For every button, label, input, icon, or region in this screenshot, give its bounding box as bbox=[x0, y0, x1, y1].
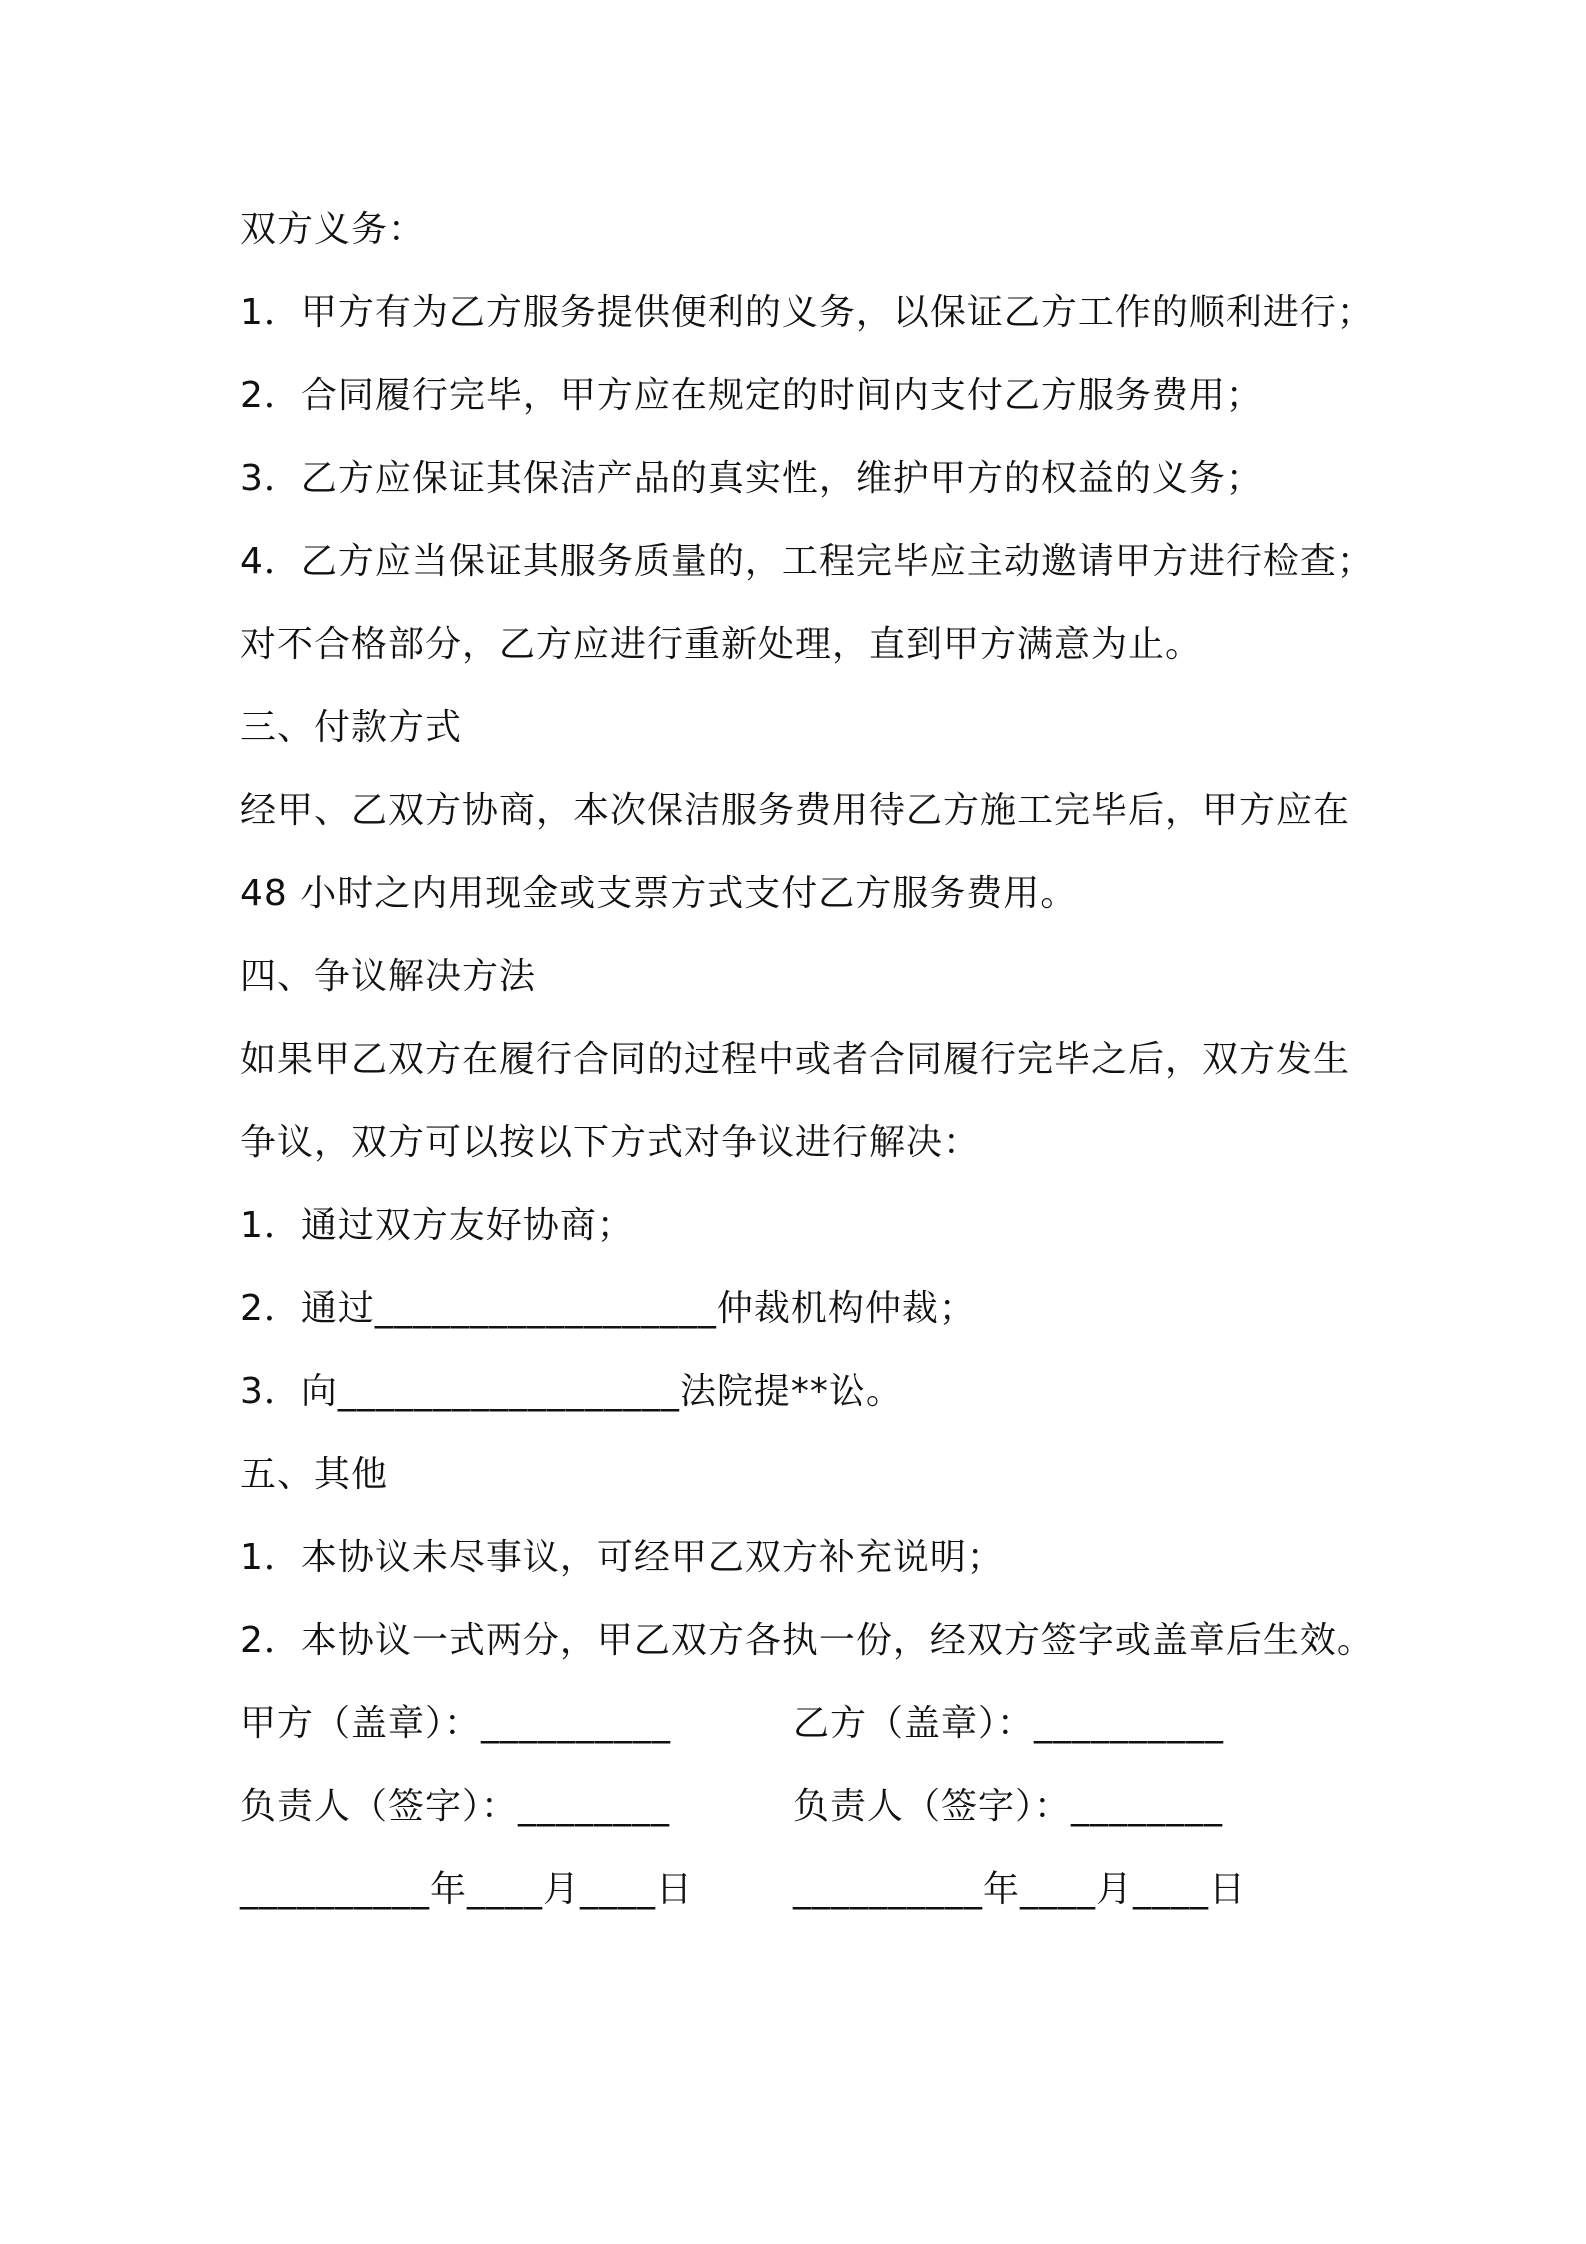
party-b-signatory-field: 负责人（签字）：________ bbox=[793, 1786, 1224, 1827]
other-item-2: 2．本协议一式两分，甲乙双方各执一份，经双方签字或盖章后生效。 bbox=[240, 1620, 1374, 1661]
dispute-paragraph-line-1: 如果甲乙双方在履行合同的过程中或者合同履行完毕之后，双方发生 bbox=[240, 1039, 1351, 1080]
party-a-signatory-field: 负责人（签字）：________ bbox=[240, 1786, 671, 1827]
heading-payment-method: 三、付款方式 bbox=[240, 707, 463, 748]
obligation-item-4: 4．乙方应当保证其服务质量的，工程完毕应主动邀请甲方进行检查； bbox=[240, 541, 1374, 582]
obligation-item-1: 1．甲方有为乙方服务提供便利的义务，以保证乙方工作的顺利进行； bbox=[240, 292, 1374, 333]
obligation-item-4-continued: 对不合格部分，乙方应进行重新处理，直到甲方满意为止。 bbox=[240, 624, 1203, 665]
obligation-item-3: 3．乙方应保证其保洁产品的真实性，维护甲方的权益的义务； bbox=[240, 458, 1263, 499]
other-item-1: 1．本协议未尽事议，可经甲乙双方补充说明； bbox=[240, 1537, 1004, 1578]
payment-paragraph-line-2: 48 小时之内用现金或支票方式支付乙方服务费用。 bbox=[240, 873, 1078, 914]
payment-paragraph-line-1: 经甲、乙双方协商，本次保洁服务费用待乙方施工完毕后，甲方应在 bbox=[240, 790, 1351, 831]
party-a-date-field: __________年____月____日 bbox=[240, 1869, 693, 1910]
dispute-item-1: 1．通过双方友好协商； bbox=[240, 1205, 634, 1246]
party-b-seal-field: 乙方（盖章）：__________ bbox=[793, 1703, 1225, 1744]
party-b-date-field: __________年____月____日 bbox=[793, 1869, 1246, 1910]
heading-other: 五、其他 bbox=[240, 1454, 389, 1495]
dispute-item-3: 3．向__________________法院提**讼。 bbox=[240, 1371, 903, 1412]
heading-dispute-resolution: 四、争议解决方法 bbox=[240, 956, 537, 997]
dispute-paragraph-line-2: 争议，双方可以按以下方式对争议进行解决： bbox=[240, 1122, 981, 1163]
obligation-item-2: 2．合同履行完毕，甲方应在规定的时间内支付乙方服务费用； bbox=[240, 375, 1263, 416]
dispute-item-2: 2．通过__________________仲裁机构仲裁； bbox=[240, 1288, 976, 1329]
heading-mutual-obligations: 双方义务： bbox=[240, 209, 426, 250]
party-a-seal-field: 甲方（盖章）：__________ bbox=[240, 1703, 672, 1744]
